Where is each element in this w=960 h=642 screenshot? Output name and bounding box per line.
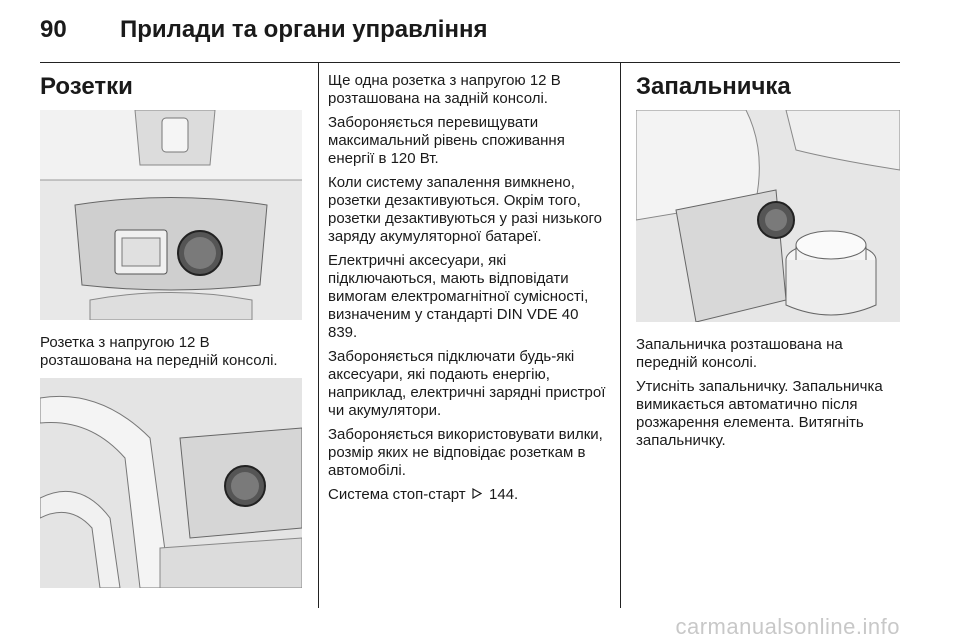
paragraph: Забороняється перевищувати максимальний рівень споживання енергії в 120 Вт. bbox=[328, 114, 565, 167]
front-socket-caption: Розетка з напругою 12 В розташована на передній консолі. bbox=[40, 334, 278, 369]
front-socket-figure bbox=[40, 110, 302, 320]
column-lighter bbox=[636, 66, 902, 456]
lighter-location-text: Запальничка розташована на передній консолі. bbox=[636, 336, 843, 371]
column-sockets-text bbox=[328, 72, 606, 510]
header-rule bbox=[40, 62, 900, 63]
paragraph: Ще одна розетка з напругою 12 В розташована на задній консолі. bbox=[328, 72, 561, 107]
lighter-figure bbox=[636, 110, 900, 322]
page-header bbox=[40, 16, 920, 56]
column-sockets bbox=[40, 66, 304, 588]
front-socket-illustration bbox=[40, 110, 302, 320]
page-title: Прилади та органи управління bbox=[120, 16, 488, 43]
crossref-text: Система стоп-старт bbox=[328, 486, 466, 503]
paragraph: Забороняється використовувати вилки, розмір яких не відповідає розеткам в автомобілі. bbox=[328, 426, 603, 479]
paragraph: Коли систему запалення вимкнено, розетки дезактивуються. Окрім того, розетки дезактивуються у разі низького заряду акумуляторної батареї. bbox=[328, 174, 603, 245]
paragraph: Забороняється підключати будь-які аксесуари, які подають енергію, наприклад, електричні зарядні пристрої чи акумулятори. bbox=[328, 348, 606, 419]
lighter-usage-text: Утисніть запальничку. Запальничка вимикається автоматично після розжарення елемента. Витягніть запальничку. bbox=[636, 378, 883, 449]
section-heading-sockets: Розетки bbox=[40, 73, 133, 100]
rear-socket-illustration bbox=[40, 378, 302, 588]
watermark: carmanualsonline.info bbox=[675, 614, 900, 639]
crossref-stop-start[interactable] bbox=[328, 486, 606, 504]
lighter-illustration bbox=[636, 110, 900, 322]
column-divider-1 bbox=[318, 62, 319, 608]
rear-socket-figure bbox=[40, 378, 302, 588]
page-reference-icon bbox=[472, 486, 482, 504]
paragraph: Електричні аксесуари, які підключаються, мають відповідати вимогам електромагнітної сумісності, визначеним у стандарті DIN VDE 40 839. bbox=[328, 252, 589, 341]
section-heading-lighter: Запальничка bbox=[636, 73, 791, 100]
page-number: 90 bbox=[40, 16, 67, 43]
column-divider-2 bbox=[620, 62, 621, 608]
crossref-page: 144. bbox=[489, 486, 519, 503]
